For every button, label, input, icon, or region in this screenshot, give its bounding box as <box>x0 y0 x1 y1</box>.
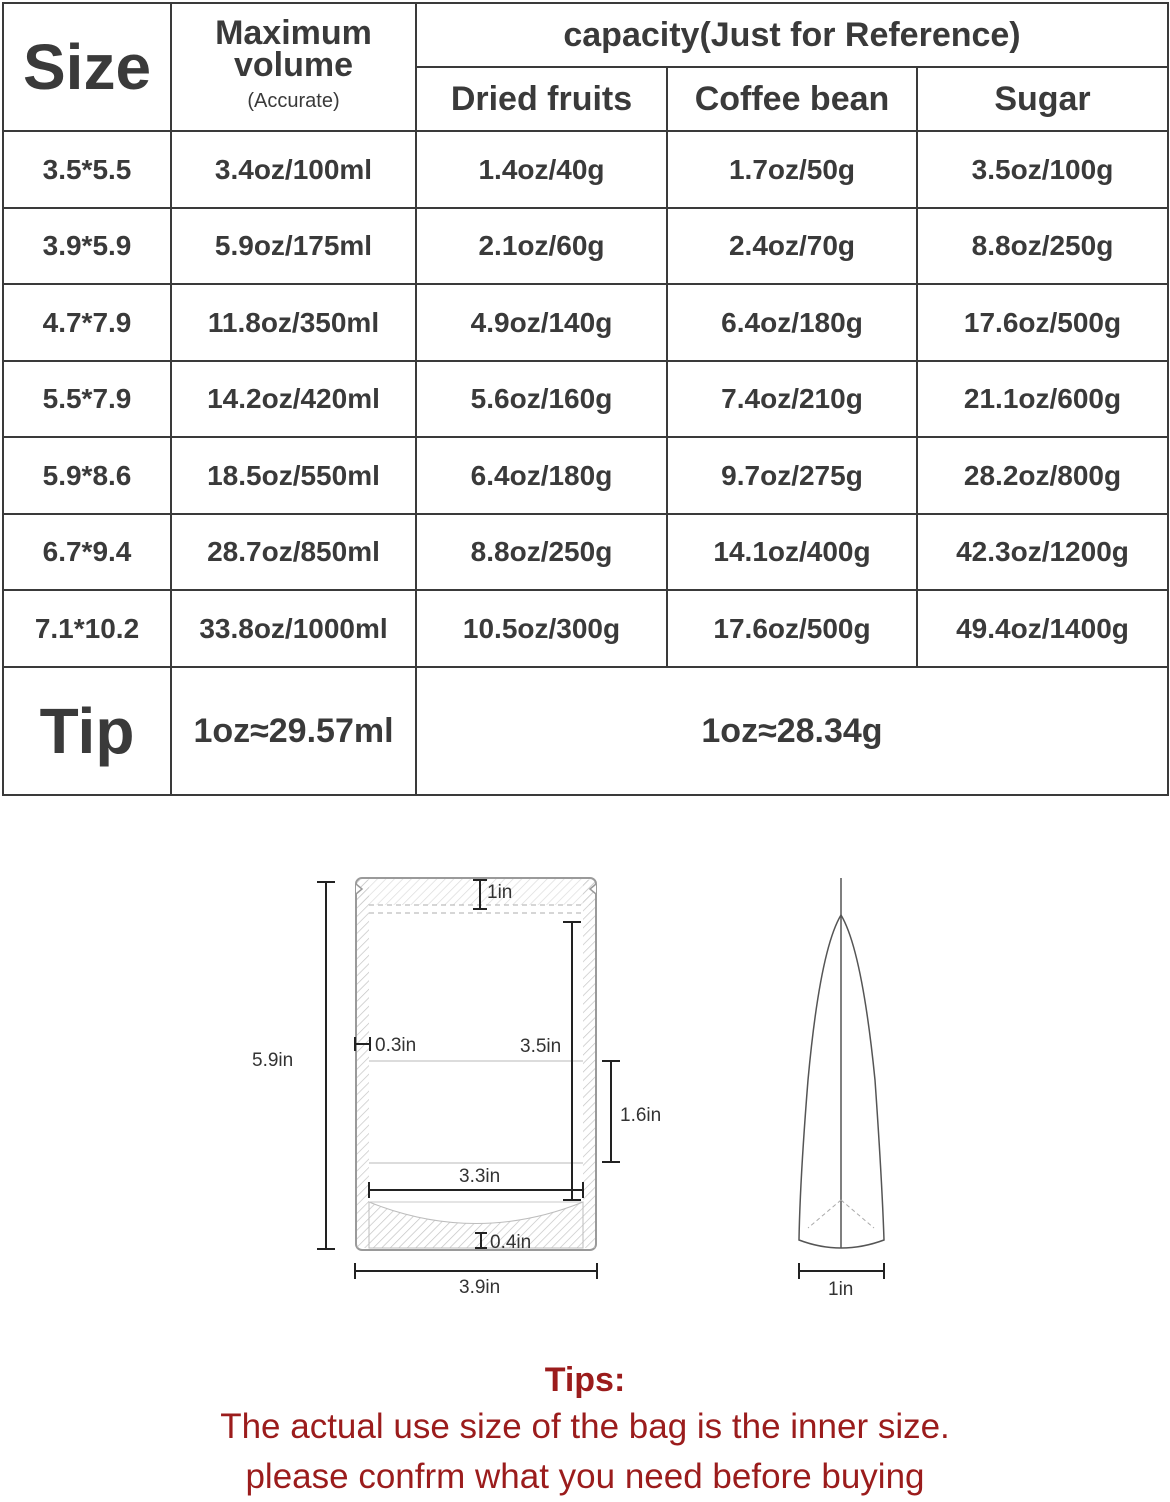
volume-cell: 5.9oz/175ml <box>171 208 416 284</box>
table-row <box>3 514 1168 590</box>
sugar-cell: 17.6oz/500g <box>917 284 1168 361</box>
volume-cell: 11.8oz/350ml <box>171 284 416 361</box>
volume-cell: 3.4oz/100ml <box>171 131 416 208</box>
coffee-cell: 14.1oz/400g <box>667 514 917 590</box>
size-cell: 5.5*7.9 <box>3 361 171 437</box>
dried-cell: 1.4oz/40g <box>416 131 667 208</box>
bottom-gusset-label: 0.4in <box>490 1232 532 1253</box>
weight-conversion: 1oz≈28.34g <box>416 667 1168 795</box>
volume-cell: 28.7oz/850ml <box>171 514 416 590</box>
table-row <box>3 284 1168 361</box>
max-volume-header <box>171 3 416 131</box>
sugar-cell: 3.5oz/100g <box>917 131 1168 208</box>
front-bag-drawing <box>356 878 596 1250</box>
sugar-cell: 21.1oz/600g <box>917 361 1168 437</box>
top-seal-label: 1in <box>487 882 513 903</box>
dried-cell: 4.9oz/140g <box>416 284 667 361</box>
table-row <box>3 208 1168 284</box>
size-cell: 6.7*9.4 <box>3 514 171 590</box>
tip-label: Tip <box>3 667 171 795</box>
sugar-cell: 28.2oz/800g <box>917 437 1168 514</box>
coffee-cell: 1.7oz/50g <box>667 131 917 208</box>
size-cell: 5.9*8.6 <box>3 437 171 514</box>
dried-cell: 10.5oz/300g <box>416 590 667 667</box>
coffee-cell: 6.4oz/180g <box>667 284 917 361</box>
table-row <box>3 437 1168 514</box>
coffee-cell: 17.6oz/500g <box>667 590 917 667</box>
tips-title: Tips: <box>544 1361 626 1399</box>
tips-line-1: The actual use size of the bag is the inner size. <box>220 1407 950 1446</box>
max-volume-line1: Maximum <box>215 14 372 52</box>
max-volume-line2: volume <box>233 46 354 84</box>
table-row <box>3 131 1168 208</box>
sugar-cell: 42.3oz/1200g <box>917 514 1168 590</box>
size-cell: 7.1*10.2 <box>3 590 171 667</box>
tip-row <box>3 667 1168 795</box>
volume-cell: 18.5oz/550ml <box>171 437 416 514</box>
volume-cell: 14.2oz/420ml <box>171 361 416 437</box>
max-volume-note: (Accurate) <box>247 90 340 112</box>
size-header: Size <box>3 3 171 131</box>
tips-section <box>0 1358 1170 1502</box>
dried-cell: 8.8oz/250g <box>416 514 667 590</box>
bag-dimension-diagram <box>0 800 1170 1320</box>
capacity-header: capacity(Just for Reference) <box>416 3 1168 67</box>
dried-cell: 2.1oz/60g <box>416 208 667 284</box>
sugar-cell: 49.4oz/1400g <box>917 590 1168 667</box>
sugar-cell: 8.8oz/250g <box>917 208 1168 284</box>
size-cell: 3.5*5.5 <box>3 131 171 208</box>
table-row <box>3 361 1168 437</box>
tips-line-2: please confrm what you need before buying <box>245 1457 925 1496</box>
side-seal-label: 0.3in <box>375 1035 417 1056</box>
side-gusset-label: 1in <box>828 1279 854 1300</box>
zipper-depth-label: 3.5in <box>520 1036 562 1057</box>
dried-fruits-header: Dried fruits <box>416 67 667 131</box>
height-label: 5.9in <box>252 1050 294 1071</box>
size-cell: 4.7*7.9 <box>3 284 171 361</box>
coffee-cell: 7.4oz/210g <box>667 361 917 437</box>
size-cell: 3.9*5.9 <box>3 208 171 284</box>
inner-width-label: 3.3in <box>459 1166 501 1187</box>
coffee-cell: 2.4oz/70g <box>667 208 917 284</box>
capacity-table <box>2 2 1169 796</box>
sugar-header: Sugar <box>917 67 1168 131</box>
window-height-label: 1.6in <box>620 1105 662 1126</box>
coffee-cell: 9.7oz/275g <box>667 437 917 514</box>
volume-conversion: 1oz≈29.57ml <box>171 667 416 795</box>
coffee-bean-header: Coffee bean <box>667 67 917 131</box>
volume-cell: 33.8oz/1000ml <box>171 590 416 667</box>
total-width-label: 3.9in <box>459 1277 501 1298</box>
table-row <box>3 590 1168 667</box>
dried-cell: 5.6oz/160g <box>416 361 667 437</box>
dried-cell: 6.4oz/180g <box>416 437 667 514</box>
side-bag-drawing <box>799 878 884 1279</box>
